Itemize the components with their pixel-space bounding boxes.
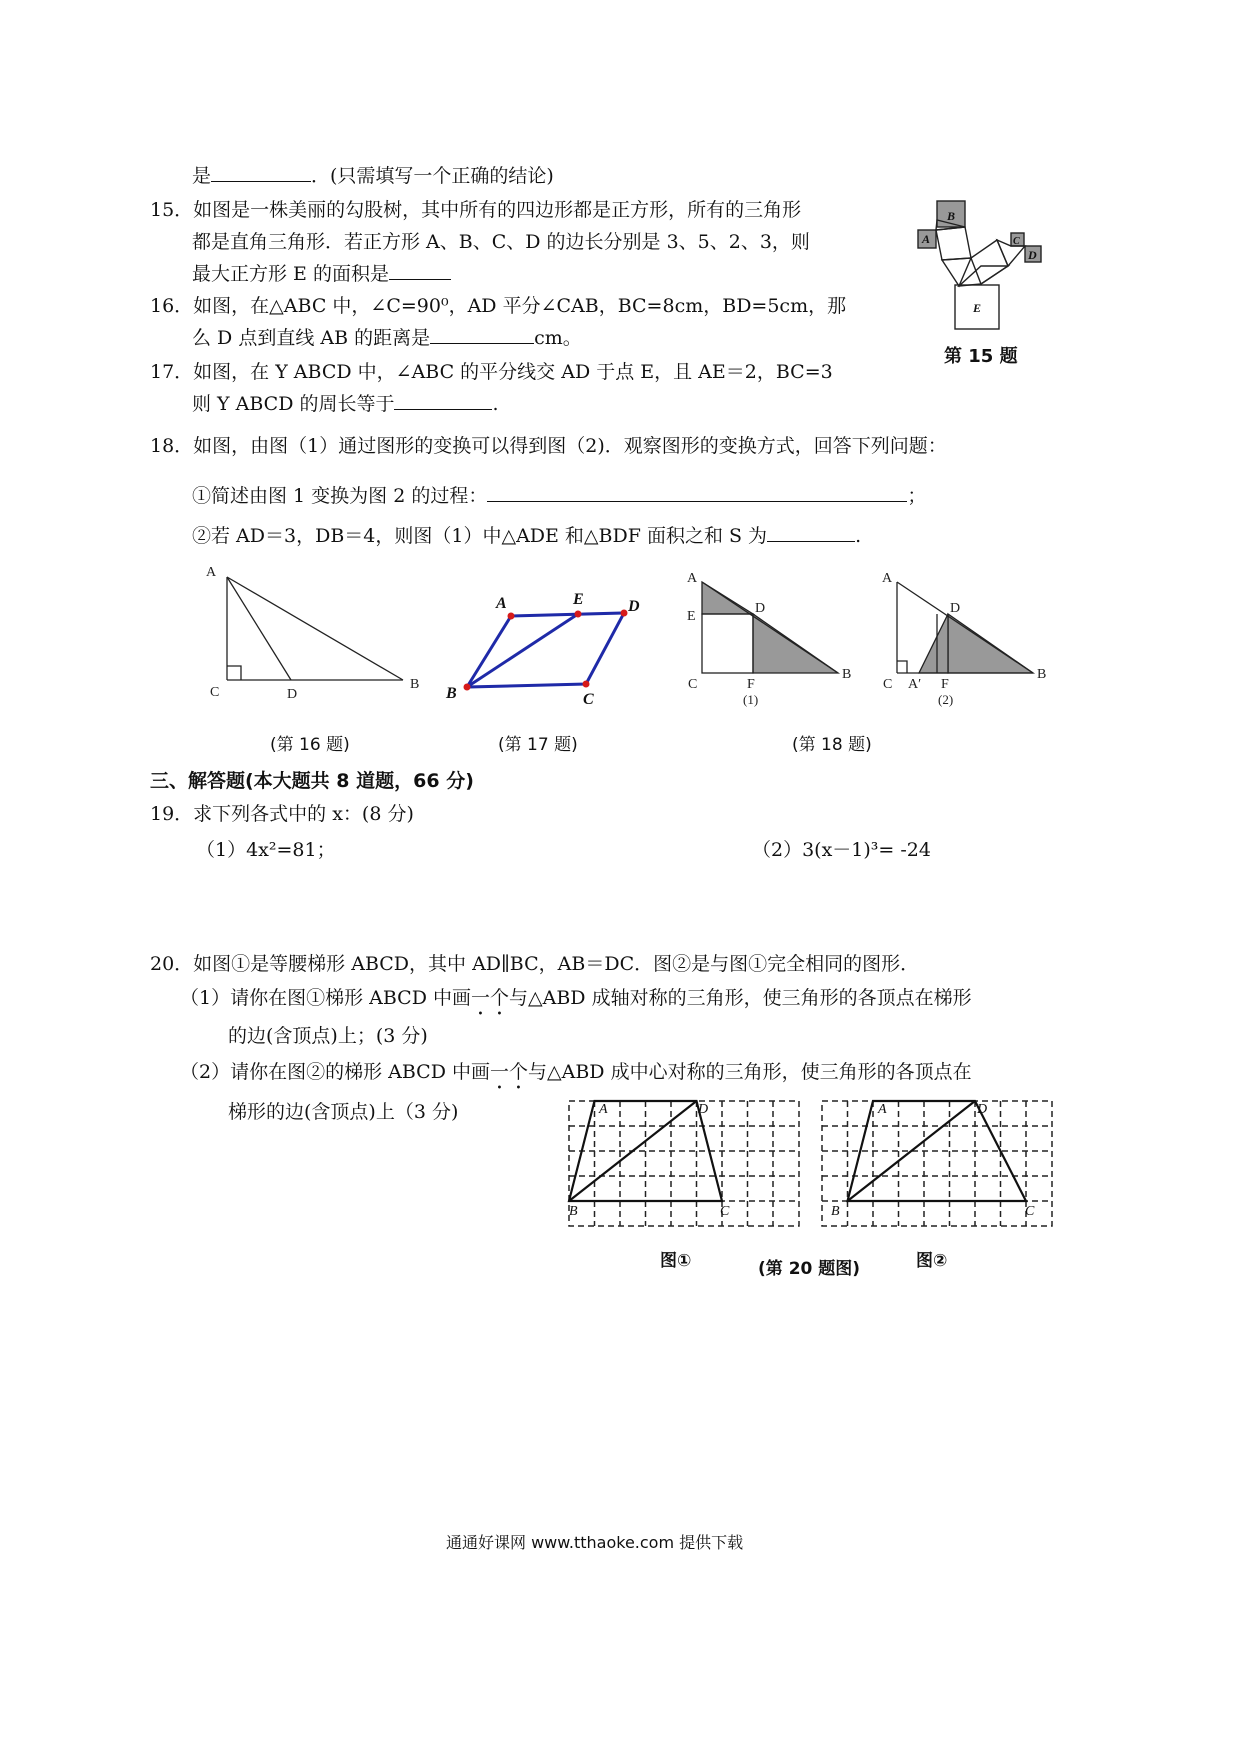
label-a: A [922,232,931,246]
q20-part1: （1）请你在图①梯形 ABCD 中画一个与△ABD 成轴对称的三角形，使三角形的各顶点在梯形 [180,987,972,1009]
square-left-mid [936,227,971,260]
q19-line1: 19．求下列各式中的 x：(8 分) [150,803,414,825]
q15-line3: 最大正方形 E 的面积是 [192,260,451,288]
svg-text:C: C [1025,1204,1035,1219]
q16-line2: 么 D 点到直线 AB 的距离是 cm。 [192,327,582,349]
q20-part2-cont: 梯形的边(含顶点)上（3 分) [228,1101,459,1123]
q18-blank1[interactable] [487,483,907,502]
label-a: A [206,565,217,580]
label-d: D [950,601,961,616]
label-b: B [446,685,457,702]
triangle-rotated [919,614,948,673]
q20-figure2[interactable] [818,1098,1058,1238]
label-a-prime: A′ [908,677,922,692]
label-d: D [1028,248,1037,262]
svg-text:A: A [878,1102,887,1117]
q15-line1: 15．如图是一株美丽的勾股树，其中所有的四边形都是正方形，所有的三角形 [150,199,802,221]
q20-figure1[interactable] [565,1098,805,1238]
q17-line2: 则 Y ABCD 的周长等于 . [192,393,499,415]
label-c: C [1013,236,1020,247]
point-b [464,684,471,691]
square-cedf [702,614,753,673]
triangle-mid [942,258,971,286]
svg-text:D: D [698,1102,709,1117]
fig1-label: (1) [743,692,759,707]
fig2-label: (2) [938,692,954,707]
q16-caption: (第 16 题) [270,735,350,755]
q19-part1: （1）4x²=81； [196,839,336,861]
svg-text:D: D [977,1102,988,1117]
label-d: D [755,601,766,616]
q16-line1: 16．如图，在△ABC 中，∠C=90⁰，AD 平分∠CAB，BC=8cm，BD=5cm，那 [150,295,847,317]
point-a [508,613,515,620]
q20-line1: 20．如图①是等腰梯形 ABCD，其中 AD∥BC，AB＝DC．图②是与图①完全相同的图形． [150,953,920,975]
q16-figure [200,560,430,700]
segment-ad [227,577,291,680]
label-e: E [687,609,696,624]
q20-caption: (第 20 题图) [758,1259,861,1279]
label-c: C [583,691,594,708]
q15-line2: 都是直角三角形．若正方形 A、B、C、D 的边长分别是 3、5、2、3，则 [192,231,810,253]
label-c: C [688,677,698,692]
section-3-title: 三、解答题(本大题共 8 道题，66 分) [150,770,474,792]
q17-line1: 17．如图，在 Y ABCD 中，∠ABC 的平分线交 AD 于点 E，且 AE＝2，BC=3 [150,361,833,383]
q18-sub2: ②若 AD＝3，DB＝4，则图（1）中△ADE 和△BDF 面积之和 S 为 . [192,525,862,547]
point-e [575,611,582,618]
point-c [583,681,590,688]
label-b: B [410,677,420,692]
label-c: C [883,677,893,692]
q18-blank2[interactable] [767,523,855,542]
q18-line1: 18．如图，由图（1）通过图形的变换可以得到图（2)．观察图形的变换方式，回答下列问题： [150,435,947,457]
q18-figure2 [875,570,1055,710]
q15-caption: 第 15 题 [944,346,1018,367]
q15-blank[interactable] [389,261,451,280]
svg-text:C: C [720,1204,730,1219]
label-e: E [573,591,584,608]
point-d [621,610,628,617]
q17-blank[interactable] [394,391,492,410]
emphasis-one-2: 一个 [489,1061,528,1083]
q16-blank[interactable] [430,325,534,344]
label-e: E [973,301,982,315]
emphasis-one: 一个 [470,987,509,1009]
q18-figure1 [680,570,860,710]
q20-fig1-caption: 图① [660,1251,692,1271]
grid-border [569,1101,799,1226]
parallelogram-abcd [467,613,624,687]
q20-part1-cont: 的边(含顶点)上；(3 分) [228,1025,428,1047]
footer-text: 通通好课网 www.tthaoke.com 提供下载 [446,1533,744,1552]
label-b: B [1037,667,1047,682]
label-a: A [882,571,893,586]
q17-caption: (第 17 题) [498,735,578,755]
svg-text:A: A [599,1102,608,1117]
label-f: F [747,677,755,692]
side-ab [227,577,403,680]
svg-text:B: B [831,1204,840,1219]
q20-part2: （2）请你在图②的梯形 ABCD 中画一个与△ABD 成中心对称的三角形，使三角形的各顶点在 [180,1061,972,1083]
label-d: D [287,687,298,700]
square-right-mid [971,240,1008,284]
label-b: B [842,667,852,682]
q18-caption: (第 18 题) [792,735,872,755]
diagonal-bd [569,1101,697,1201]
q14-tail: 是 ．(只需填写一个正确的结论) [192,165,554,187]
q15-figure [915,196,1055,334]
q17-figure [440,588,640,713]
label-d: D [628,598,640,615]
right-angle-mark [227,666,241,680]
q19-part2: （2）3(x－1)³= -24 [752,839,931,861]
label-a: A [496,595,507,612]
q14-blank[interactable] [211,163,311,182]
q20-fig2-caption: 图② [916,1251,948,1271]
label-c: C [210,685,220,700]
label-f: F [941,677,949,692]
right-angle-mark [897,661,907,673]
q18-sub1: ①简述由图 1 变换为图 2 的过程： ； [192,485,927,507]
label-a: A [687,571,698,586]
segment-be [467,614,578,687]
svg-text:B: B [569,1204,578,1219]
label-b: B [947,209,956,223]
